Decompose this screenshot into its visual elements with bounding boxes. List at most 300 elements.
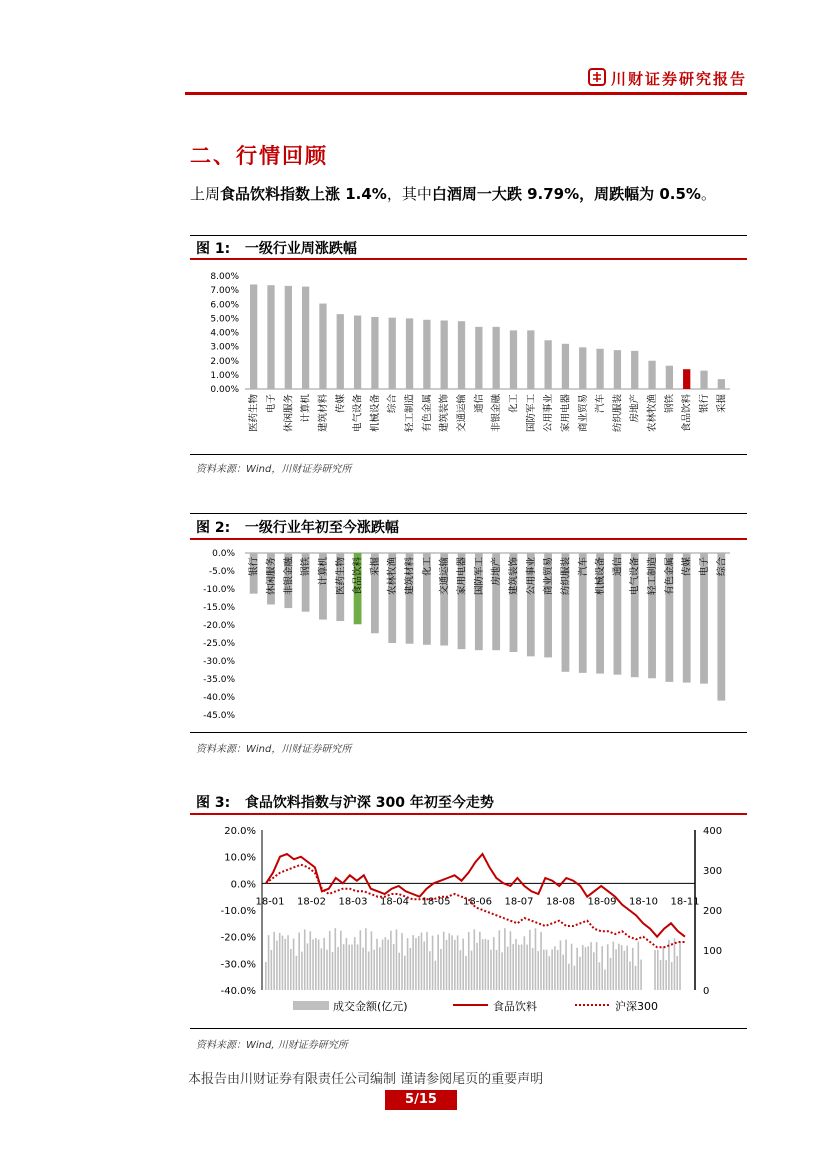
category-label: 商业贸易	[543, 557, 555, 596]
turnover-bar	[443, 932, 445, 990]
figure-2-source: 资料来源：Wind，川财证券研究所	[196, 744, 352, 755]
x-tick-label: 18-07	[504, 896, 534, 908]
turnover-bar	[385, 937, 387, 990]
turnover-bar	[663, 946, 665, 990]
turnover-bar	[565, 940, 567, 990]
turnover-bar	[535, 928, 537, 990]
turnover-bar	[373, 950, 375, 990]
turnover-bar	[524, 936, 526, 990]
category-label: 家用电器	[456, 557, 468, 596]
x-tick-label: 18-11	[670, 896, 700, 908]
category-label: 农林牧渔	[647, 394, 659, 433]
summary-bold-1: 食品饮料指数上涨 1.4%	[220, 185, 387, 203]
y-tick-label: 5.00%	[210, 314, 239, 325]
y-left-tick-label: 10.0%	[224, 852, 256, 864]
category-label: 计算机	[300, 394, 312, 423]
bar	[423, 320, 430, 389]
bar	[527, 330, 534, 389]
turnover-bar	[671, 962, 673, 990]
turnover-bar	[574, 966, 576, 990]
turnover-bar	[568, 964, 570, 990]
category-label: 农林牧渔	[387, 557, 399, 596]
figure-1-top-rule	[190, 235, 747, 236]
turnover-bar	[526, 945, 528, 990]
company-logo-icon	[588, 68, 606, 86]
turnover-bar	[618, 944, 620, 990]
category-label: 建筑材料	[404, 557, 416, 596]
bar	[475, 327, 482, 389]
turnover-bar	[329, 931, 331, 990]
bar	[631, 351, 638, 389]
y-left-tick-label: -30.0%	[220, 959, 256, 971]
category-label: 食品饮料	[352, 557, 364, 596]
turnover-bar	[410, 948, 412, 990]
category-label: 计算机	[317, 557, 329, 586]
y-tick-label: 0.0%	[212, 549, 235, 559]
report-header-title: 川财证券研究报告	[610, 70, 747, 88]
turnover-bar	[613, 942, 615, 990]
y-right-tick-label: 0	[703, 986, 710, 997]
turnover-bar	[601, 946, 603, 990]
turnover-bar	[371, 931, 373, 990]
category-label: 机械设备	[369, 394, 381, 433]
summary-paragraph	[190, 183, 716, 204]
category-label: 银行	[699, 394, 711, 414]
turnover-bar	[423, 941, 425, 990]
x-tick-label: 18-10	[628, 896, 659, 908]
y-tick-label: 8.00%	[210, 272, 239, 282]
category-label: 钢铁	[300, 557, 312, 577]
turnover-bar	[421, 932, 423, 990]
turnover-bar	[360, 930, 362, 990]
turnover-bar	[640, 960, 642, 990]
turnover-bar	[471, 951, 473, 990]
turnover-bar	[271, 950, 273, 990]
turnover-bar	[604, 969, 606, 990]
turnover-bar	[398, 953, 400, 990]
turnover-bar	[351, 945, 353, 990]
turnover-bar	[368, 951, 370, 990]
category-label: 国防军工	[525, 394, 537, 433]
category-label: 公用事业	[543, 394, 555, 433]
turnover-bar	[337, 947, 339, 990]
chart-weekly-industry-change	[190, 262, 747, 452]
category-label: 房地产	[491, 557, 503, 586]
turnover-bar	[660, 960, 662, 990]
summary-text-1: 上周	[190, 185, 221, 203]
category-label: 纺织服装	[560, 557, 572, 596]
category-label: 汽车	[577, 557, 589, 577]
turnover-bar	[290, 949, 292, 990]
figure-1-title-text: 一级行业周涨跌幅	[244, 241, 357, 257]
bar	[337, 314, 344, 389]
turnover-bar	[309, 931, 311, 990]
y-tick-label: -10.0%	[203, 585, 235, 595]
turnover-bar	[296, 956, 298, 990]
turnover-bar	[487, 940, 489, 990]
bar	[250, 284, 257, 389]
y-tick-label: 4.00%	[210, 328, 239, 339]
category-label: 通信	[473, 394, 485, 414]
turnover-bar	[596, 942, 598, 990]
turnover-bar	[435, 961, 437, 990]
category-label: 食品饮料	[681, 394, 693, 433]
chart-food-beverage-vs-hs300	[190, 818, 747, 1026]
category-label: 化工	[508, 394, 520, 414]
turnover-bar	[615, 949, 617, 990]
bar	[389, 318, 396, 389]
category-label: 化工	[421, 557, 433, 577]
turnover-bar	[560, 940, 562, 990]
y-tick-label: -15.0%	[203, 603, 235, 613]
y-left-tick-label: -20.0%	[220, 932, 256, 944]
figure-3-source: 资料来源：Wind, 川财证券研究所	[196, 1040, 348, 1051]
y-left-tick-label: -40.0%	[220, 986, 256, 997]
summary-text-2: ，其中	[386, 185, 432, 203]
turnover-bar	[432, 936, 434, 990]
x-tick-label: 18-04	[379, 896, 410, 908]
turnover-bar	[632, 948, 634, 990]
turnover-bar	[268, 935, 270, 990]
figure-2-title-text: 一级行业年初至今涨跌幅	[244, 520, 399, 536]
turnover-bar	[576, 948, 578, 990]
chart-ytd-industry-change	[190, 544, 747, 730]
turnover-bar	[540, 932, 542, 990]
turnover-bar	[543, 950, 545, 990]
x-tick-label: 18-08	[545, 896, 576, 908]
y-right-tick-label: 100	[703, 946, 723, 957]
turnover-bar	[304, 929, 306, 990]
figure-3-title	[196, 792, 494, 812]
figure-3-bottom-rule	[190, 1028, 747, 1029]
turnover-bar	[460, 950, 462, 990]
turnover-bar	[557, 950, 559, 990]
turnover-bar	[357, 944, 359, 990]
turnover-bar	[321, 948, 323, 990]
y-tick-label: -35.0%	[203, 675, 235, 685]
turnover-bar	[465, 956, 467, 990]
x-tick-label: 18-06	[462, 896, 493, 908]
turnover-bar	[293, 939, 295, 990]
turnover-bar	[593, 952, 595, 990]
x-tick-label: 18-09	[587, 896, 617, 908]
category-label: 建筑材料	[317, 394, 329, 433]
turnover-bar	[273, 932, 275, 990]
summary-text-3: 。	[700, 185, 716, 203]
figure-1-red-rule	[190, 258, 747, 260]
category-label: 非银金融	[283, 557, 295, 596]
hs300-line	[266, 865, 685, 948]
turnover-bar	[365, 928, 367, 990]
category-label: 非银金融	[491, 394, 503, 433]
turnover-bar	[654, 950, 656, 990]
turnover-bar	[657, 950, 659, 990]
legend-label-turnover: 成交金额(亿元)	[333, 1000, 408, 1013]
figure-1-label: 图 1:	[196, 241, 231, 257]
turnover-bar	[626, 946, 628, 990]
turnover-bar	[429, 951, 431, 990]
category-label: 电子	[699, 557, 711, 577]
category-label: 综合	[387, 394, 399, 414]
y-tick-label: 3.00%	[210, 342, 239, 353]
bar	[493, 327, 500, 389]
category-label: 机械设备	[595, 557, 607, 596]
turnover-bar	[518, 945, 520, 990]
turnover-bar	[407, 938, 409, 990]
turnover-bar	[610, 958, 612, 990]
turnover-bar	[348, 945, 350, 990]
category-label: 通信	[612, 557, 624, 577]
category-label: 休闲服务	[265, 557, 277, 596]
turnover-bar	[665, 960, 667, 990]
turnover-bar	[437, 935, 439, 990]
turnover-bar	[562, 955, 564, 990]
turnover-bar	[635, 966, 637, 990]
y-right-tick-label: 400	[703, 826, 723, 837]
bar	[302, 287, 309, 389]
category-label: 建筑装饰	[439, 394, 451, 433]
turnover-bar	[674, 938, 676, 990]
category-label: 电气设备	[629, 557, 641, 596]
bar	[666, 366, 673, 389]
turnover-bar	[496, 950, 498, 990]
bar	[683, 369, 690, 389]
x-tick-label: 18-03	[338, 896, 368, 908]
bar	[579, 347, 586, 389]
category-label: 休闲服务	[283, 394, 295, 433]
y-left-tick-label: -10.0%	[220, 906, 256, 917]
turnover-bar	[551, 949, 553, 990]
bar	[544, 340, 551, 389]
category-label: 钢铁	[664, 394, 676, 414]
turnover-bar	[490, 950, 492, 990]
y-tick-label: 1.00%	[210, 370, 239, 381]
turnover-bar	[401, 933, 403, 990]
turnover-bar	[415, 938, 417, 990]
turnover-bar	[638, 942, 640, 990]
figure-3-title-text: 食品饮料指数与沪深 300 年初至今走势	[244, 795, 494, 811]
turnover-bar	[396, 929, 398, 990]
x-tick-label: 18-02	[296, 896, 327, 908]
category-label: 采掘	[369, 557, 381, 577]
turnover-bar	[504, 928, 506, 990]
turnover-bar	[499, 930, 501, 990]
turnover-bar	[476, 943, 478, 990]
x-tick-label: 18-01	[255, 896, 285, 908]
category-label: 建筑装饰	[508, 557, 520, 596]
turnover-bar	[340, 931, 342, 990]
turnover-bar	[587, 946, 589, 990]
turnover-bar	[298, 933, 300, 990]
category-label: 银行	[248, 557, 260, 577]
turnover-bar	[440, 949, 442, 990]
turnover-bar	[668, 940, 670, 990]
turnover-bar	[515, 939, 517, 990]
turnover-bar	[426, 932, 428, 990]
bar	[718, 379, 725, 389]
turnover-bar	[276, 941, 278, 990]
y-tick-label: -30.0%	[203, 657, 235, 667]
legend-swatch-turnover	[293, 1001, 329, 1010]
summary-bold-2: 白酒周一大跌 9.79%，周跌幅为 0.5%	[431, 185, 701, 203]
turnover-bar	[482, 939, 484, 990]
bar	[510, 330, 517, 389]
turnover-bar	[479, 932, 481, 990]
turnover-bar	[621, 945, 623, 990]
bar	[596, 349, 603, 389]
y-tick-label: 7.00%	[210, 286, 239, 297]
turnover-bar	[315, 938, 317, 990]
y-tick-label: -25.0%	[203, 639, 235, 649]
turnover-bar	[362, 948, 364, 990]
category-label: 综合	[716, 557, 728, 577]
y-tick-label: 2.00%	[210, 356, 239, 367]
figure-2-bottom-rule	[190, 732, 747, 733]
category-label: 传媒	[335, 394, 347, 414]
figure-3-red-rule	[190, 813, 747, 815]
turnover-bar	[376, 939, 378, 990]
category-label: 轻工制造	[404, 394, 416, 433]
turnover-bar	[332, 952, 334, 990]
category-label: 电气设备	[352, 394, 364, 433]
turnover-bar	[287, 935, 289, 990]
turnover-bar	[579, 957, 581, 990]
turnover-bar	[387, 940, 389, 990]
turnover-bar	[532, 948, 534, 990]
y-tick-label: -40.0%	[203, 693, 235, 703]
turnover-bar	[590, 942, 592, 990]
turnover-bar	[446, 940, 448, 990]
turnover-bar	[265, 962, 267, 990]
x-tick-label: 18-05	[421, 896, 451, 908]
turnover-bar	[512, 944, 514, 990]
turnover-bar	[343, 944, 345, 990]
footer-disclaimer: 本报告由川财证券有限责任公司编制 谨请参阅尾页的重要声明	[188, 1072, 544, 1087]
category-label: 有色金属	[421, 394, 433, 433]
turnover-bar	[335, 928, 337, 990]
figure-2-label: 图 2:	[196, 520, 231, 536]
turnover-bar	[451, 935, 453, 990]
y-tick-label: 6.00%	[210, 300, 239, 311]
category-label: 医药生物	[335, 557, 347, 596]
y-right-tick-label: 300	[703, 866, 723, 877]
category-label: 交通运输	[439, 557, 451, 596]
turnover-bar	[307, 943, 309, 990]
turnover-bar	[393, 944, 395, 990]
turnover-bar	[493, 937, 495, 990]
turnover-bar	[501, 952, 503, 990]
category-label: 纺织服装	[612, 394, 624, 433]
figure-1-source: 资料来源：Wind，川财证券研究所	[196, 464, 352, 475]
turnover-bar	[507, 947, 509, 990]
turnover-bar	[282, 936, 284, 990]
turnover-bar	[312, 939, 314, 990]
turnover-bar	[318, 940, 320, 990]
bar	[371, 317, 378, 389]
turnover-bar	[529, 930, 531, 990]
category-label: 传媒	[681, 557, 693, 577]
turnover-bar	[390, 931, 392, 990]
category-label: 轻工制造	[647, 557, 659, 596]
turnover-bar	[412, 935, 414, 990]
turnover-bar	[546, 950, 548, 990]
figure-1-bottom-rule	[190, 454, 747, 455]
turnover-bar	[382, 939, 384, 990]
turnover-bar	[554, 946, 556, 990]
turnover-bar	[571, 944, 573, 990]
turnover-bar	[279, 933, 281, 990]
turnover-bar	[468, 932, 470, 990]
turnover-bar	[301, 952, 303, 990]
bar	[648, 361, 655, 389]
bar	[700, 371, 707, 389]
legend-label-food: 食品饮料	[493, 1000, 537, 1013]
figure-2-red-rule	[190, 538, 747, 540]
turnover-bar	[354, 937, 356, 990]
bar	[354, 316, 361, 389]
category-label: 汽车	[595, 394, 607, 414]
turnover-bar	[448, 933, 450, 990]
turnover-bar	[346, 938, 348, 990]
legend-label-hs300: 沪深300	[615, 1000, 658, 1013]
y-tick-label: -45.0%	[203, 711, 235, 721]
turnover-bar	[599, 962, 601, 990]
turnover-bar	[510, 931, 512, 990]
turnover-bar	[585, 947, 587, 990]
turnover-bar	[629, 961, 631, 990]
turnover-bar	[521, 944, 523, 990]
turnover-bar	[582, 945, 584, 990]
bar	[285, 286, 292, 389]
y-tick-label: 0.00%	[210, 385, 239, 395]
turnover-bar	[404, 956, 406, 990]
turnover-bar	[323, 938, 325, 990]
bar	[441, 320, 448, 389]
header-divider	[185, 92, 747, 95]
section-title: 二、行情回顾	[190, 143, 328, 168]
turnover-bar	[676, 956, 678, 990]
turnover-bar	[418, 936, 420, 990]
y-left-tick-label: 0.0%	[230, 879, 256, 891]
y-tick-label: -5.0%	[208, 567, 235, 577]
category-label: 国防军工	[473, 557, 485, 596]
turnover-bar	[624, 951, 626, 990]
turnover-bar	[679, 942, 681, 990]
turnover-bar	[537, 951, 539, 990]
category-label: 商业贸易	[577, 394, 589, 433]
bar	[562, 344, 569, 389]
turnover-bar	[379, 947, 381, 990]
category-label: 家用电器	[560, 394, 572, 433]
figure-3-label: 图 3:	[196, 795, 231, 811]
category-label: 房地产	[629, 394, 641, 423]
bar	[406, 318, 413, 389]
figure-2-top-rule	[190, 513, 747, 514]
figure-1-title	[196, 238, 357, 258]
category-label: 采掘	[716, 394, 728, 414]
bar	[319, 304, 326, 389]
category-label: 有色金属	[664, 557, 676, 596]
turnover-bar	[462, 939, 464, 990]
turnover-bar	[457, 935, 459, 990]
bar	[267, 285, 274, 389]
turnover-bar	[454, 940, 456, 990]
y-tick-label: -20.0%	[203, 621, 235, 631]
turnover-bar	[549, 956, 551, 990]
figure-2-title	[196, 517, 399, 537]
bar	[614, 350, 621, 389]
turnover-bar	[326, 950, 328, 990]
